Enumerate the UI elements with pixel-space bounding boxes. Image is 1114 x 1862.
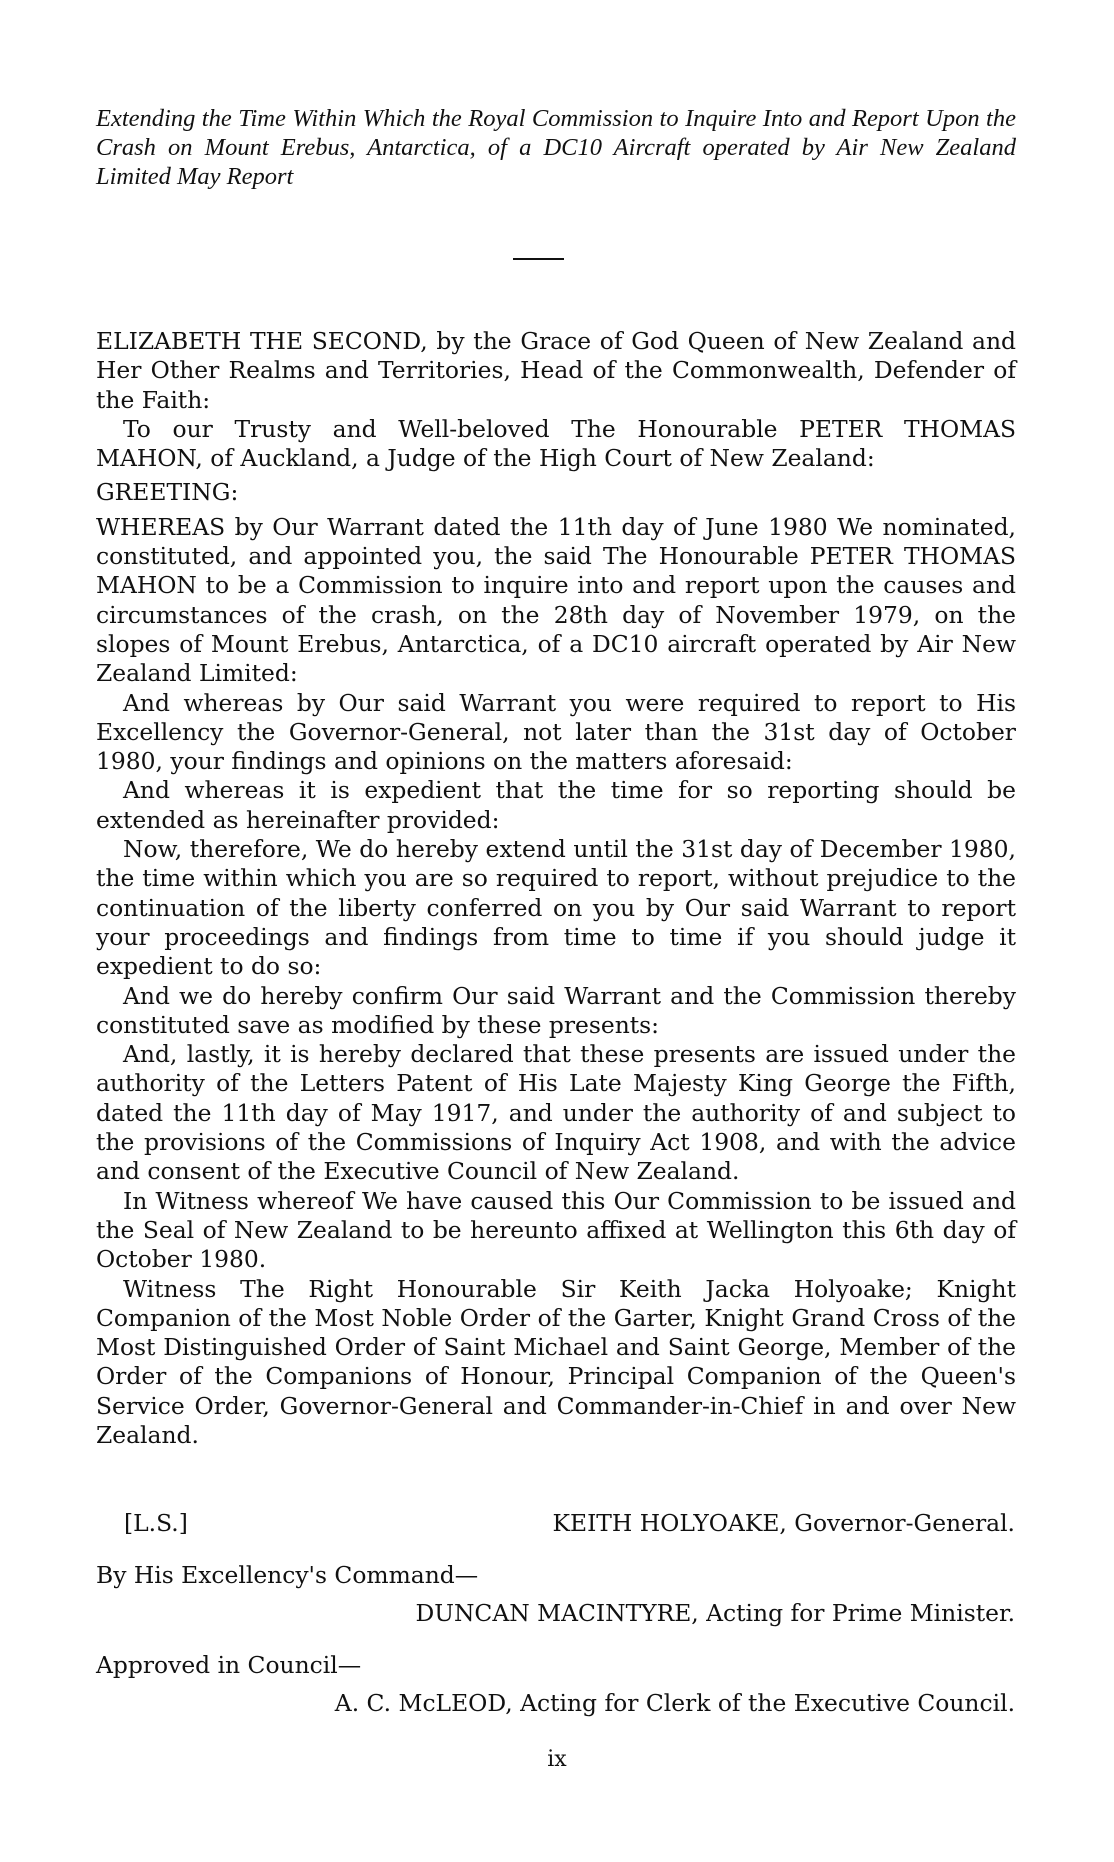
paragraph: And whereas it is expedient that the time for so reporting should be extended as hereinafter provided: — [96, 776, 1016, 834]
command-line: By His Excellency's Command— — [96, 1561, 479, 1589]
paragraph: And whereas by Our said Warrant you were required to report to His Excellency the Governor-General, not later than the 31st day of October 1980, your findings and opinions on the matters aforesaid: — [96, 688, 1016, 776]
governor-general-signature: KEITH HOLYOAKE, Governor-General. — [552, 1509, 1015, 1537]
prime-minister-signature: DUNCAN MACINTYRE, Acting for Prime Minister. — [415, 1599, 1015, 1627]
preamble: ELIZABETH THE SECOND, by the Grace of God Queen of New Zealand and Her Other Realms and Territories, Head of the Commonwealth, Defender of the Faith: — [96, 327, 1016, 414]
paragraph: And we do hereby confirm Our said Warrant and the Commission thereby constituted save as modified by these presents: — [96, 981, 1016, 1039]
paragraph: In Witness whereof We have caused this Our Commission to be issued and the Seal of New Zealand to be hereunto affixed at Wellington this 6th day of October 1980. — [96, 1186, 1016, 1274]
page-number: ix — [547, 1747, 567, 1772]
paragraph: Witness The Right Honourable Sir Keith Jacka Holyoake; Knight Companion of the Most Noble Order of the Garter, Knight Grand Cross of the Most Distinguished Order of Saint Michael and Saint George, Member of the Order of the Companions of Honour, Principal Companion of the Queen's Service Order, Governor-General and Commander-in-Chief in and over New Zealand. — [96, 1274, 1016, 1449]
commission-body — [96, 327, 1016, 1450]
paragraph: Now, therefore, We do hereby extend until the 31st day of December 1980, the time within which you are so required to report, without prejudice to the continuation of the liberty conferred on you by Our said Warrant to report your proceedings and findings from time to time if you should judge it expedient to do so: — [96, 835, 1016, 981]
council-line: Approved in Council— — [96, 1651, 362, 1679]
address: To our Trusty and Well-beloved The Honourable PETER THOMAS MAHON, of Auckland, a Judge of the High Court of New Zealand: — [96, 414, 1016, 473]
greeting: GREETING: — [96, 478, 239, 507]
paragraph-whereas: WHEREAS by Our Warrant dated the 11th day of June 1980 We nominated, constituted, and appointed you, the said The Honourable PETER THOMAS MAHON to be a Commission to inquire into and report upon the causes and circumstances of the crash, on the 28th day of November 1979, on the slopes of Mount Erebus, Antarctica, of a DC10 aircraft operated by Air New Zealand Limited: — [96, 512, 1016, 688]
title-divider — [513, 258, 564, 260]
clerk-signature: A. C. McLEOD, Acting for Clerk of the Executive Council. — [334, 1689, 1015, 1717]
seal-mark: [L.S.] — [124, 1509, 188, 1537]
paragraph: And, lastly, it is hereby declared that these presents are issued under the authority of the Letters Patent of His Late Majesty King George the Fifth, dated the 11th day of May 1917, and under the authority of and subject to the provisions of the Commissions of Inquiry Act 1908, and with the advice and consent of the Executive Council of New Zealand. — [96, 1040, 1016, 1186]
document-title: Extending the Time Within Which the Royal Commission to Inquire Into and Report Upon the Crash on Mount Erebus, Antarctica, of a DC10 Aircraft operated by Air New Zealand Limited May Report — [96, 105, 1016, 190]
